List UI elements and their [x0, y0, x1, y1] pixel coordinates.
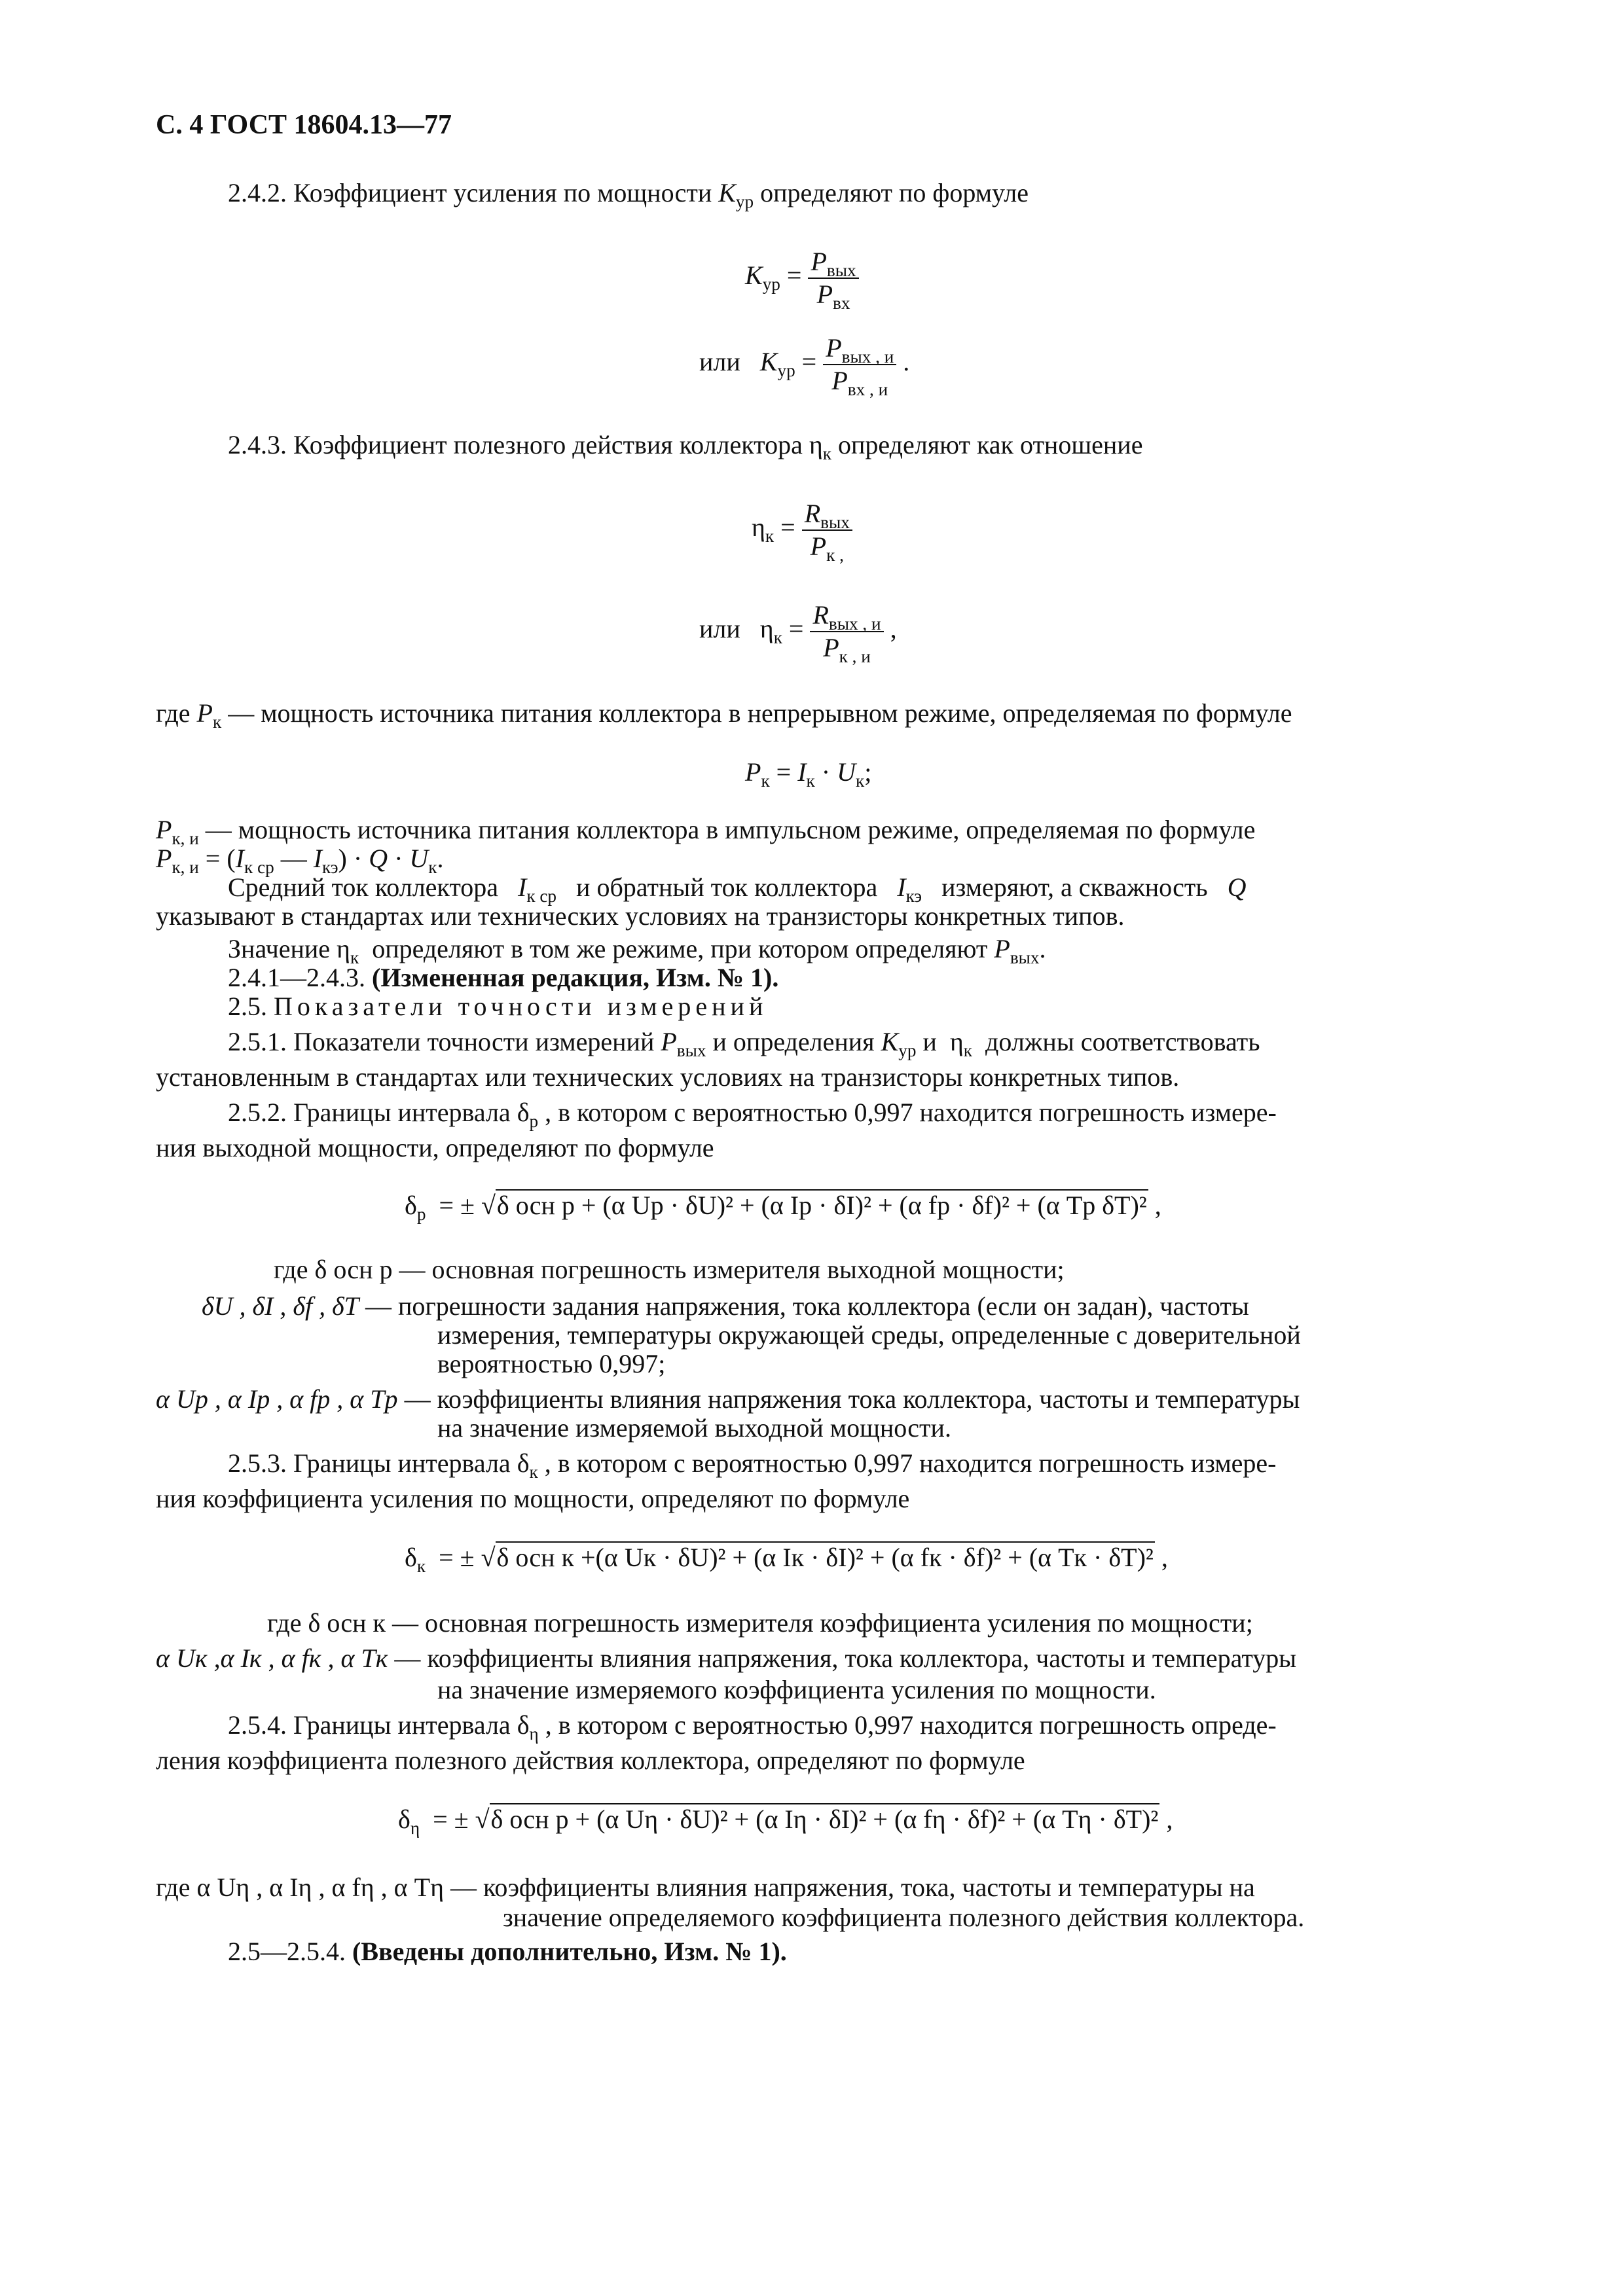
formula-kur: $K_{ур}$ = $\frac{P_{вых}}{P_{вх}}$ [745, 249, 859, 308]
where-pk: где $P_к$ — мощность источника питания коллектора в непрерывном режиме, определяемая по формуле [156, 698, 1292, 732]
formula-kur-pulse: или $K_{ур}$ = $\frac{P_{вых , и}}{P_{вх , и}}$ . [699, 333, 910, 399]
section-2-4-3: 2.4.3. Коэффициент полезного действия коллектора $\eta_к$ определяют как отношение [228, 430, 1143, 463]
section-2-5-2-line2: ния выходной мощности, определяют по формуле [156, 1133, 714, 1162]
section-2-5-2-line1: 2.5.2. Границы интервала $\delta_р$ , в котором с вероятностью 0,997 находится погрешность измере- [228, 1098, 1277, 1131]
where-p-1-cont-0: измерения, температуры окружающей среды, определенные с доверительной [437, 1320, 1301, 1350]
section-2-5-3-line2: ния коэффициента усиления по мощности, определяют по формуле [156, 1484, 910, 1513]
formula-eta-pulse: или $\eta_к$ = $\frac{R_{вых , и}}{P_{к , и}}$ , [699, 600, 897, 666]
where-p-2: α Up , α Iр , α fр , α Tр — коэффициенты влияния напряжения тока коллектора, частоты и температуры [156, 1384, 1300, 1414]
where-p-2-cont-0: на значение измеряемой выходной мощности. [437, 1413, 951, 1443]
section-2-5-1-line2: установленным в стандартах или технических условиях на транзисторы конкретных типов. [156, 1062, 1180, 1092]
formula-delta-k: $\delta_к$ = ± √δ осн к +(α Uк · δU)² + (α Iк · δI)² + (α fк · δf)² + (α Tк · δT)² , [405, 1543, 1168, 1576]
section-2-5-title: 2.5. Показатели точности измерений [228, 992, 768, 1021]
section-2-4-2: 2.4.2. Коэффициент усиления по мощности $K_{ур}$ определяют по формуле [228, 178, 1029, 211]
where-eta: где α Uη , α Iη , α fη , α Tη — коэффициенты влияния напряжения, тока, частоты и температуры на [156, 1873, 1255, 1902]
where-k-1: α Uк ,α Iк , α fк , α Tк — коэффициенты влияния напряжения, тока коллектора, частоты и температуры [156, 1643, 1297, 1673]
final-note: 2.5—2.5.4. (Введены дополнительно, Изм. № 1). [228, 1937, 787, 1966]
where-p-1-cont-1: вероятностью 0,997; [437, 1349, 666, 1378]
formula-eta: $\eta_к$ = $\frac{R_{вых}}{P_{к ,}}$ [752, 501, 852, 560]
mean-current-line2: указывают в стандартах или технических условиях на транзисторы конкретных типов. [156, 901, 1125, 931]
mean-current-line1: Средний ток коллектора $I_{к ср}$ и обратный ток коллектора $I_{кэ}$ измеряют, а скважность Q [228, 872, 1247, 906]
where-pki: $P_{к, и}$ — мощность источника питания коллектора в импульсном режиме, определяемая по формуле [156, 815, 1256, 848]
formula-delta-eta: $\delta_\eta$ = ± √δ осн р + (α Uη · δU)² + (α Iη · δI)² + (α fη · δf)² + (α Tη · δT)² , [398, 1804, 1173, 1838]
where-k-0: где δ осн к — основная погрешность измерителя коэффициента усиления по мощности; [267, 1608, 1253, 1638]
section-2-5-3-line1: 2.5.3. Границы интервала $\delta_к$ , в котором с вероятностью 0,997 находится погрешность измере- [228, 1448, 1277, 1482]
eta-value-line: Значение $\eta_к$ определяют в том же режиме, при котором определяют $P_{вых}$. [228, 934, 1046, 967]
where-k-1-cont-0: на значение измеряемого коэффициента усиления по мощности. [437, 1675, 1156, 1704]
formula-pk: $P_к = I_к \cdot U_к$; [745, 757, 872, 791]
section-2-5-4-line2: ления коэффициента полезного действия коллектора, определяют по формуле [156, 1746, 1025, 1775]
formula-delta-p: $\delta_р$ = ± √δ осн р + (α Up · δU)² + (α Iр · δI)² + (α fр · δf)² + (α Tр δT)² , [405, 1191, 1161, 1224]
where-p-1: δU , δI , δf , δT — погрешности задания напряжения, тока коллектора (если он задан), частоты [202, 1291, 1249, 1321]
formula-pki: $P_{к, и} = (I_{к ср}$ — $I_{кэ}) \cdot Q \cdot U_к$. [156, 844, 444, 877]
section-2-5-1-line1: 2.5.1. Показатели точности измерений $P_{вых}$ и определения $K_{ур}$ и $\eta_к$ должны соответствовать [228, 1027, 1260, 1060]
where-eta-cont: значение определяемого коэффициента полезного действия коллектора. [503, 1903, 1305, 1932]
section-2-5-4-line1: 2.5.4. Границы интервала $\delta_\eta$ , в котором с вероятностью 0,997 находится погрешность опреде- [228, 1710, 1277, 1744]
page-header: С. 4 ГОСТ 18604.13—77 [156, 110, 452, 140]
where-p-0: где δ осн р — основная погрешность измерителя выходной мощности; [274, 1255, 1065, 1284]
edit-note: 2.4.1—2.4.3. (Измененная редакция, Изм. № 1). [228, 963, 779, 992]
